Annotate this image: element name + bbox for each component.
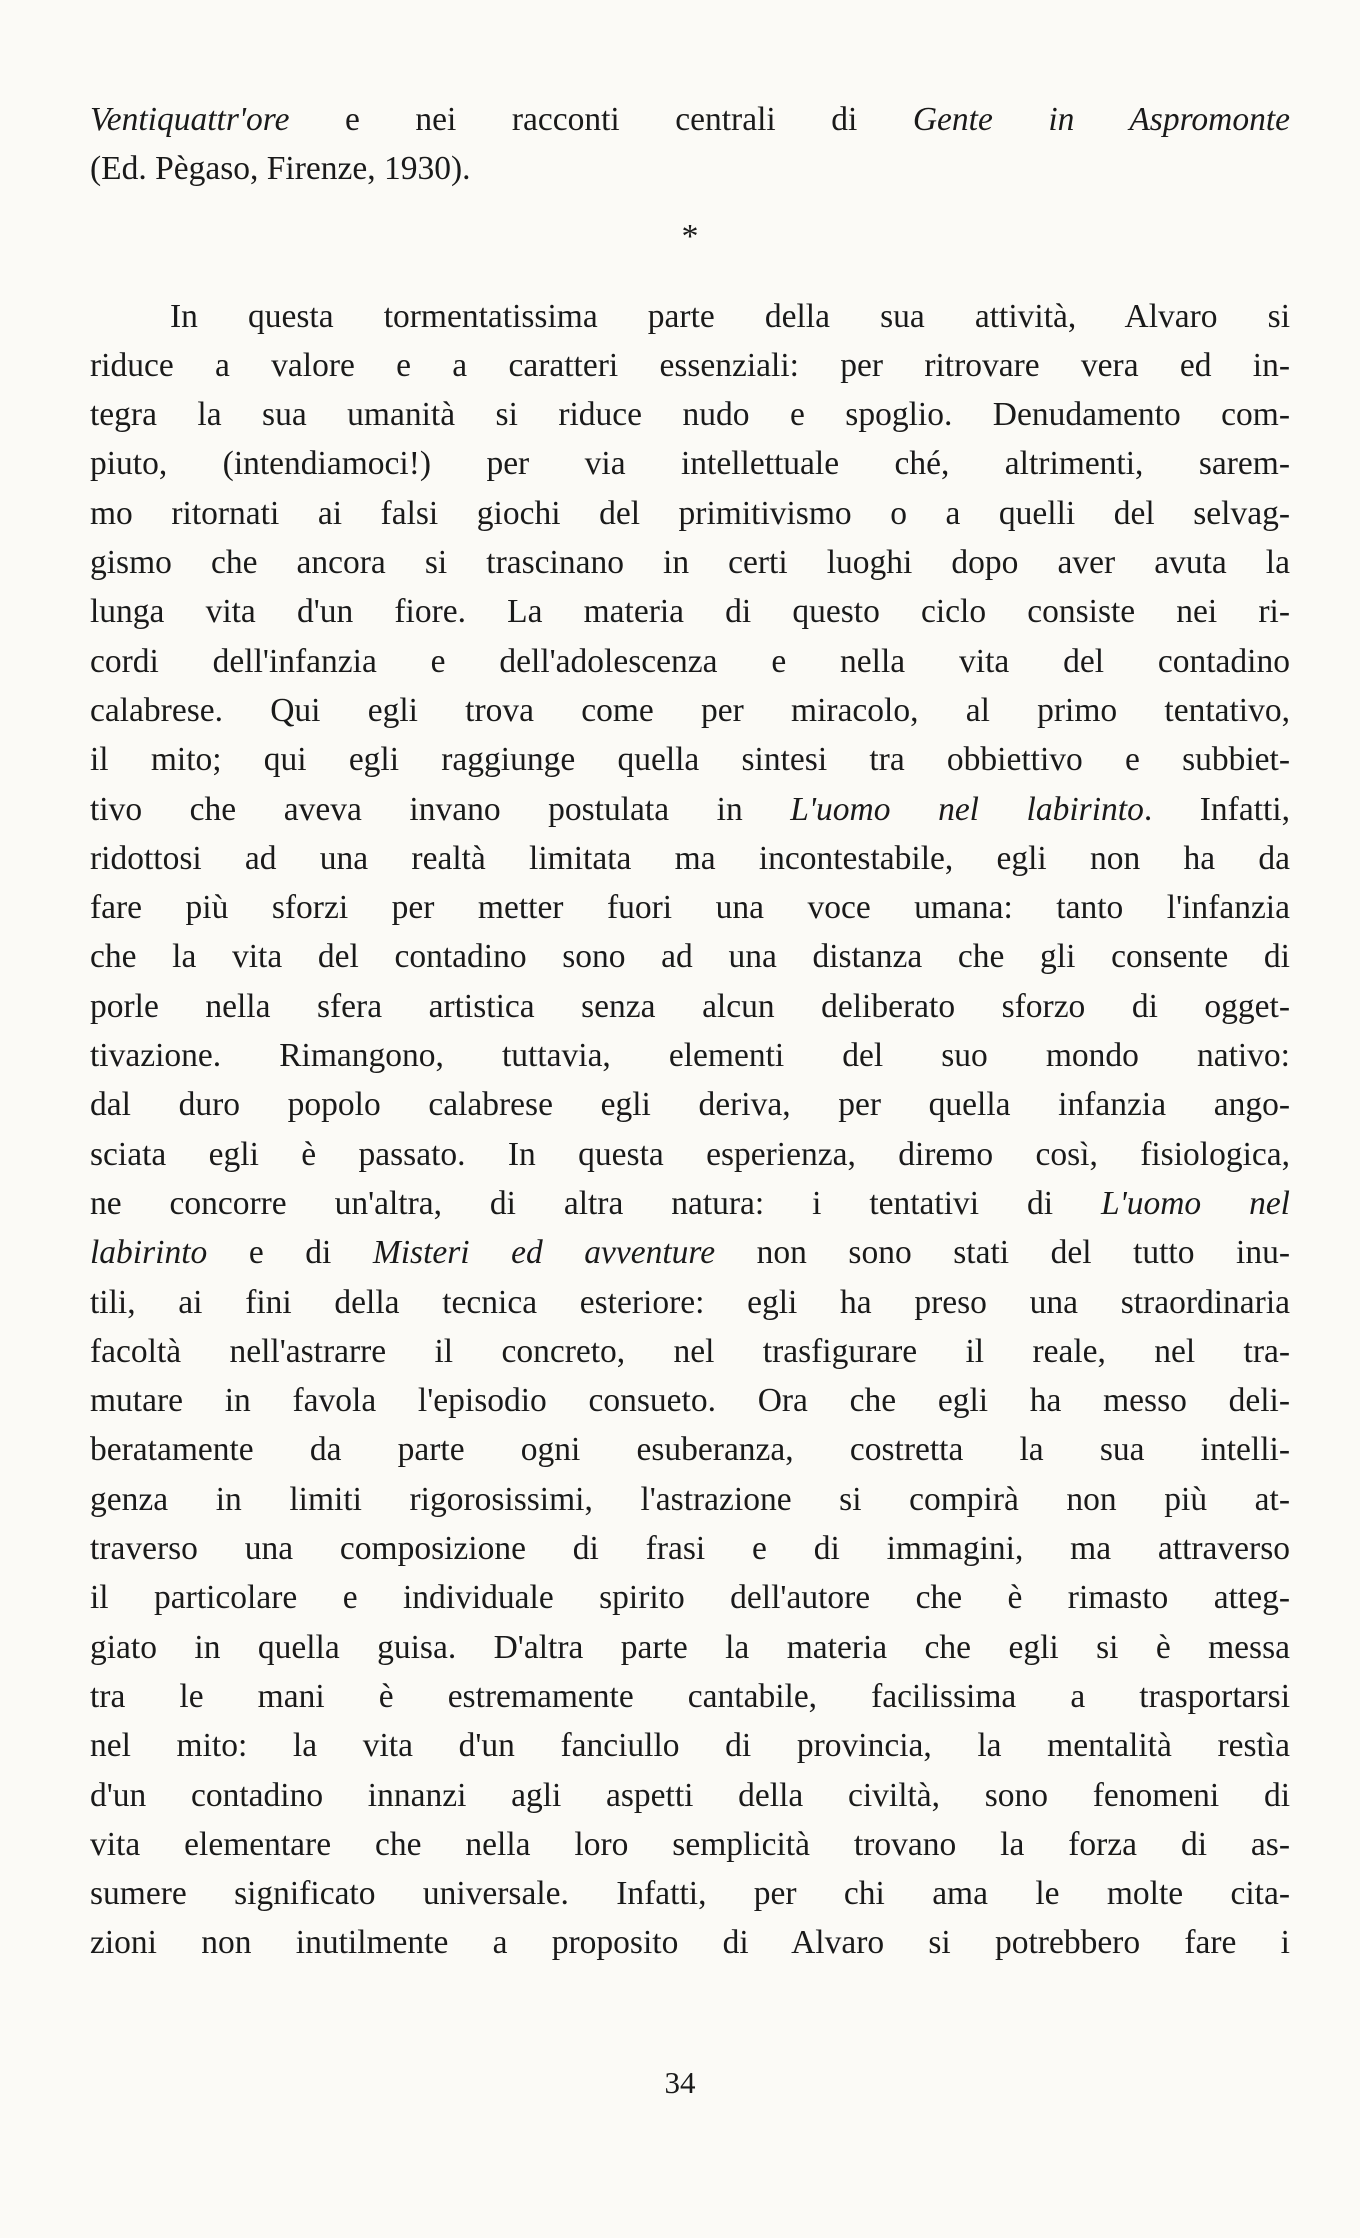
text-line	[90, 1031, 1290, 1080]
text-run: il particolare e individuale spirito dell'autore che è rimasto atteg-	[90, 1579, 1290, 1617]
text-run: dal duro popolo calabrese egli deriva, per quella infanzia ango-	[90, 1086, 1290, 1124]
text-line	[90, 292, 1290, 341]
text-run: che la vita del contadino sono ad una distanza che gli consente di	[90, 938, 1290, 976]
text-line	[90, 834, 1290, 883]
text-line	[90, 1869, 1290, 1918]
intro-paragraph	[90, 95, 1290, 194]
text-line	[90, 1228, 1290, 1277]
text-run: piuto, (intendiamoci!) per via intellettuale ché, altrimenti, sarem-	[90, 445, 1290, 483]
text-line	[90, 1425, 1290, 1474]
text-run: riduce a valore e a caratteri essenziali: per ritrovare vera ed in-	[90, 346, 1290, 384]
text-line	[90, 439, 1290, 488]
italic-title: Gente in Aspromonte	[912, 101, 1290, 138]
text-run: sciata egli è passato. In questa esperienza, diremo così, fisiologica,	[90, 1135, 1290, 1173]
text-run: traverso una composizione di frasi e di immagini, ma attraverso	[90, 1530, 1290, 1568]
italic-title: L'uomo nel	[1100, 1184, 1290, 1222]
page-content	[90, 95, 1290, 1968]
text-run: cordi dell'infanzia e dell'adolescenza e nella vita del contadino	[90, 642, 1290, 680]
italic-title: labirinto	[90, 1234, 208, 1272]
text-run: d'un contadino innanzi agli aspetti della civiltà, sono fenomeni di	[90, 1776, 1290, 1814]
text-run: e di	[207, 1234, 373, 1272]
text-line	[90, 95, 1290, 144]
text-run: ridottosi ad una realtà limitata ma incontestabile, egli non ha da	[90, 839, 1290, 877]
section-separator: *	[681, 217, 699, 255]
text-run: gismo che ancora si trascinano in certi luoghi dopo aver avuta la	[90, 544, 1290, 582]
text-run: mutare in favola l'episodio consueto. Ora che egli ha messo deli-	[90, 1382, 1290, 1420]
text-line	[90, 390, 1290, 439]
text-line	[90, 341, 1290, 390]
text-run: porle nella sfera artistica senza alcun deliberato sforzo di ogget-	[90, 987, 1290, 1025]
text-run: ne concorre un'altra, di altra natura: i tentativi di	[90, 1184, 1101, 1222]
text-run: sumere significato universale. Infatti, per chi ama le molte cita-	[90, 1875, 1290, 1913]
text-line	[90, 883, 1290, 932]
text-run: giato in quella guisa. D'altra parte la materia che egli si è messa	[90, 1628, 1290, 1666]
text-run: facoltà nell'astrarre il concreto, nel trasfigurare il reale, nel tra-	[90, 1332, 1290, 1370]
text-run: il mito; qui egli raggiunge quella sintesi tra obbiettivo e subbiet-	[90, 741, 1290, 779]
italic-title: L'uomo nel labirinto	[790, 790, 1144, 828]
italic-title: Misteri ed avventure	[372, 1234, 716, 1272]
text-line	[90, 489, 1290, 538]
text-line	[90, 144, 1290, 193]
text-run: e nei racconti centrali di	[289, 101, 913, 138]
text-run: calabrese. Qui egli trova come per miracolo, al primo tentativo,	[90, 691, 1290, 729]
text-line	[90, 982, 1290, 1031]
text-line	[90, 1179, 1290, 1228]
body-paragraph	[90, 292, 1290, 1968]
text-line	[90, 1475, 1290, 1524]
text-run: tivazione. Rimangono, tuttavia, elementi del suo mondo nativo:	[90, 1037, 1290, 1075]
text-run: tegra la sua umanità si riduce nudo e spoglio. Denudamento com-	[90, 396, 1290, 434]
text-run: tili, ai fini della tecnica esteriore: egli ha preso una straordinaria	[90, 1283, 1290, 1321]
text-run: In questa tormentatissima parte della sua attività, Alvaro si	[170, 297, 1290, 335]
text-run: mo ritornati ai falsi giochi del primitivismo o a quelli del selvag-	[90, 494, 1290, 532]
text-run: tra le mani è estremamente cantabile, facilissima a trasportarsi	[90, 1677, 1290, 1715]
text-run: vita elementare che nella loro semplicità trovano la forza di as-	[90, 1825, 1290, 1863]
text-line	[90, 1820, 1290, 1869]
text-line	[90, 1080, 1290, 1129]
page-number: 34	[664, 2065, 696, 2100]
text-line	[90, 1573, 1290, 1622]
text-run: tivo che aveva invano postulata in	[90, 790, 791, 828]
text-line	[90, 587, 1290, 636]
text-line	[90, 637, 1290, 686]
text-line	[90, 1672, 1290, 1721]
text-run: zioni non inutilmente a proposito di Alvaro si potrebbero fare i	[90, 1924, 1290, 1962]
text-line	[90, 1918, 1290, 1967]
text-run: lunga vita d'un fiore. La materia di questo ciclo consiste nei ri-	[90, 593, 1290, 631]
text-run: . Infatti,	[1143, 790, 1290, 828]
text-run: genza in limiti rigorosissimi, l'astrazione si compirà non più at-	[90, 1480, 1290, 1518]
text-run: (Ed. Pègaso, Firenze, 1930).	[90, 150, 471, 188]
text-line	[90, 1130, 1290, 1179]
text-line	[90, 538, 1290, 587]
text-line	[90, 1623, 1290, 1672]
text-line	[90, 1721, 1290, 1770]
text-run: nel mito: la vita d'un fanciullo di provincia, la mentalità restìa	[90, 1727, 1290, 1765]
text-run: fare più sforzi per metter fuori una voce umana: tanto l'infanzia	[90, 889, 1290, 927]
text-line	[90, 1327, 1290, 1376]
text-line	[90, 1524, 1290, 1573]
text-line	[90, 1278, 1290, 1327]
text-line	[90, 785, 1290, 834]
text-line	[90, 932, 1290, 981]
text-line	[90, 1771, 1290, 1820]
text-run: beratamente da parte ogni esuberanza, costretta la sua intelli-	[90, 1431, 1290, 1469]
text-run: non sono stati del tutto inu-	[715, 1234, 1290, 1272]
text-line	[90, 735, 1290, 784]
text-line	[90, 686, 1290, 735]
italic-title: Ventiquattr'ore	[90, 101, 290, 138]
text-line	[90, 1376, 1290, 1425]
